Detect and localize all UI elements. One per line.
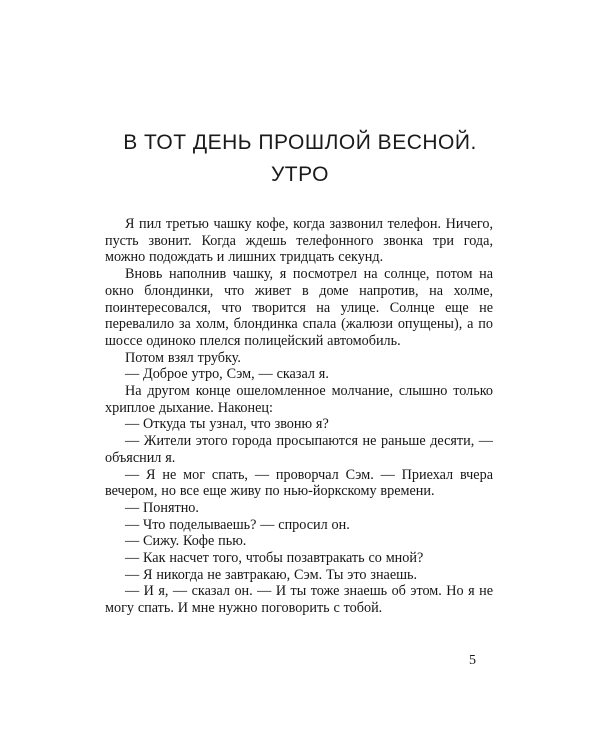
- paragraph: Вновь наполнив чашку, я посмотрел на солнце, потом на окно блондинки, что живет в доме напротив, на холме, поинтересовался, что творится на улице. Солнце еще не перевалило за холм, блондинка спала (жалюзи опущены), а по шоссе одиноко плелся полицейский автомобиль.: [105, 266, 493, 349]
- page-number: 5: [469, 653, 476, 668]
- chapter-title: В ТОТ ДЕНЬ ПРОШЛОЙ ВЕСНОЙ.: [123, 131, 477, 154]
- body-text: [105, 216, 493, 617]
- dialogue-line: — Доброе утро, Сэм, — сказал я.: [125, 366, 329, 383]
- dialogue-line: — Что поделываешь? — спросил он.: [125, 516, 350, 533]
- dialogue-line: — Как насчет того, чтобы позавтракать со мной?: [125, 550, 424, 567]
- dialogue-line: — Понятно.: [125, 499, 199, 516]
- dialogue-line: — Я не мог спать, — проворчал Сэм. — Приехал вчера вечером, но все еще живу по нью-йоркскому времени.: [105, 466, 493, 500]
- dialogue-line: — Откуда ты узнал, что звоню я?: [125, 416, 329, 433]
- paragraph: Я пил третью чашку кофе, когда зазвонил телефон. Ничего, пусть звонит. Когда ждешь телефонного звонка три года, можно подождать и лишних тридцать секунд.: [105, 216, 493, 266]
- paragraph: Потом взял трубку.: [125, 349, 241, 366]
- dialogue-line: — Сижу. Кофе пью.: [125, 533, 247, 550]
- paragraph: На другом конце ошеломленное молчание, слышно только хриплое дыхание. Наконец:: [105, 383, 493, 416]
- dialogue-line: — Жители этого города просыпаются не раньше десяти, — объяснил я.: [105, 433, 493, 466]
- dialogue-line: — Я никогда не завтракаю, Сэм. Ты это знаешь.: [125, 566, 418, 583]
- chapter-subtitle: УТРО: [270, 163, 330, 186]
- dialogue-line: — И я, — сказал он. — И ты тоже знаешь об этом. Но я не могу спать. И мне нужно поговорить с тобой.: [105, 583, 493, 617]
